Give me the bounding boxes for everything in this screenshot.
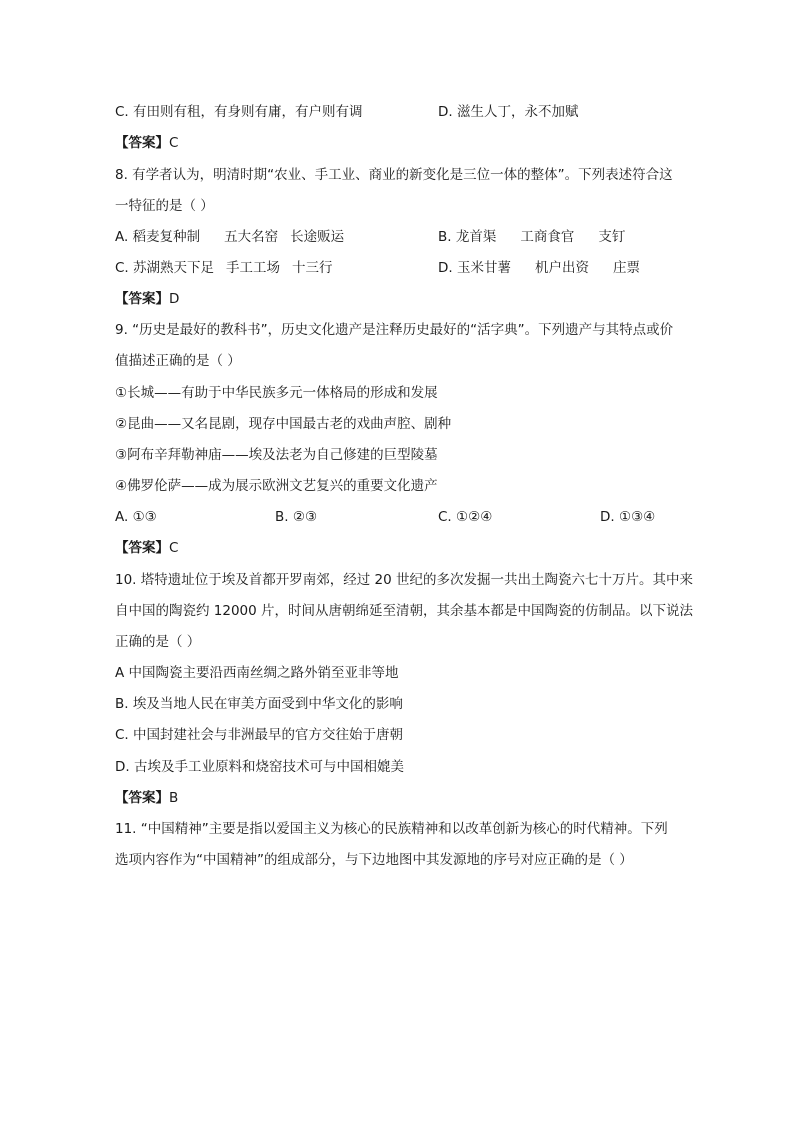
q9-item-1: ①长城——有助于中华民族多元一体格局的形成和发展	[115, 385, 438, 401]
q9-option-d: D. ①③④	[600, 509, 656, 525]
q8-option-a-item-1: A. 稻麦复种制	[115, 229, 201, 245]
q11-stem-line-1: 11. “中国精神”主要是指以爱国主义为核心的民族精神和以改革创新为核心的时代精神。下列	[115, 821, 668, 837]
q7-option-d: D. 滋生人丁，永不加赋	[438, 104, 579, 120]
answer-label: 【答案】	[115, 135, 169, 151]
q10-answer	[115, 788, 178, 808]
q9-option-a: A. ①③	[115, 509, 157, 525]
q8-option-d	[438, 258, 640, 278]
q9-stem-line-1: 9. “历史是最好的教科书”，历史文化遗产是注释历史最好的“活字典”。下列遗产与其特点或价	[115, 322, 674, 338]
q11-stem-line-2: 选项内容作为“中国精神”的组成部分，与下边地图中其发源地的序号对应正确的是（ ）	[115, 852, 633, 868]
q8-option-c	[115, 258, 333, 278]
answer-value: B	[169, 790, 179, 806]
q10-option-b: B. 埃及当地人民在审美方面受到中华文化的影响	[115, 696, 403, 712]
q8-option-a-item-3: 长途贩运	[290, 229, 345, 245]
q8-option-c-item-1: C. 苏湖熟天下足	[115, 260, 215, 276]
q9-option-c: C. ①②④	[438, 509, 493, 525]
q8-option-a-item-2: 五大名窑	[224, 229, 279, 245]
q8-option-d-item-1: D. 玉米甘薯	[438, 260, 511, 276]
q9-item-3: ③阿布辛拜勒神庙——埃及法老为自己修建的巨型陵墓	[115, 447, 438, 463]
answer-value: C	[169, 135, 179, 151]
q9-item-2: ②昆曲——又名昆剧，现存中国最古老的戏曲声腔、剧种	[115, 416, 452, 432]
q10-stem-line-2: 自中国的陶瓷约 12000 片，时间从唐朝绵延至清朝，其余基本都是中国陶瓷的仿制品。以下说法	[115, 603, 694, 619]
q9-answer	[115, 538, 178, 558]
q8-answer	[115, 289, 179, 309]
q10-stem-line-1: 10. 塔特遗址位于埃及首都开罗南郊，经过 20 世纪的多次发掘一共出土陶瓷六七十万片。其中来	[115, 572, 694, 588]
q8-option-d-item-2: 机户出资	[534, 260, 589, 276]
q8-option-c-item-3: 十三行	[292, 260, 333, 276]
q7-option-c: C. 有田则有租，有身则有庸，有户则有调	[115, 104, 363, 120]
q9-item-4: ④佛罗伦萨——成为展示欧洲文艺复兴的重要文化遗产	[115, 478, 438, 494]
q8-option-b-item-2: 工商食官	[520, 229, 575, 245]
q10-option-d: D. 古埃及手工业原料和烧窑技术可与中国相媲美	[115, 759, 404, 775]
answer-label: 【答案】	[115, 291, 169, 307]
q8-option-b	[438, 227, 625, 247]
q8-option-a	[115, 227, 344, 247]
q8-stem-line-1: 8. 有学者认为，明清时期“农业、手工业、商业的新变化是三位一体的整体”。下列表述符合这	[115, 167, 673, 183]
q8-option-c-item-2: 手工工场	[226, 260, 281, 276]
q9-option-b: B. ②③	[275, 509, 318, 525]
q10-stem-line-3: 正确的是（ ）	[115, 634, 201, 650]
answer-label: 【答案】	[115, 540, 169, 556]
q10-option-c: C. 中国封建社会与非洲最早的官方交往始于唐朝	[115, 727, 404, 743]
q8-option-d-item-3: 庄票	[612, 260, 640, 276]
answer-value: C	[169, 540, 179, 556]
answer-value: D	[169, 291, 180, 307]
q10-option-a: A 中国陶瓷主要沿西南丝绸之路外销至亚非等地	[115, 665, 399, 681]
answer-label: 【答案】	[115, 790, 169, 806]
q7-answer	[115, 133, 178, 153]
q8-stem-line-2: 一特征的是（ ）	[115, 198, 214, 214]
q9-stem-line-2: 值描述正确的是（ ）	[115, 353, 241, 369]
q8-option-b-item-1: B. 龙首渠	[438, 229, 497, 245]
q8-option-b-item-3: 支钉	[598, 229, 626, 245]
